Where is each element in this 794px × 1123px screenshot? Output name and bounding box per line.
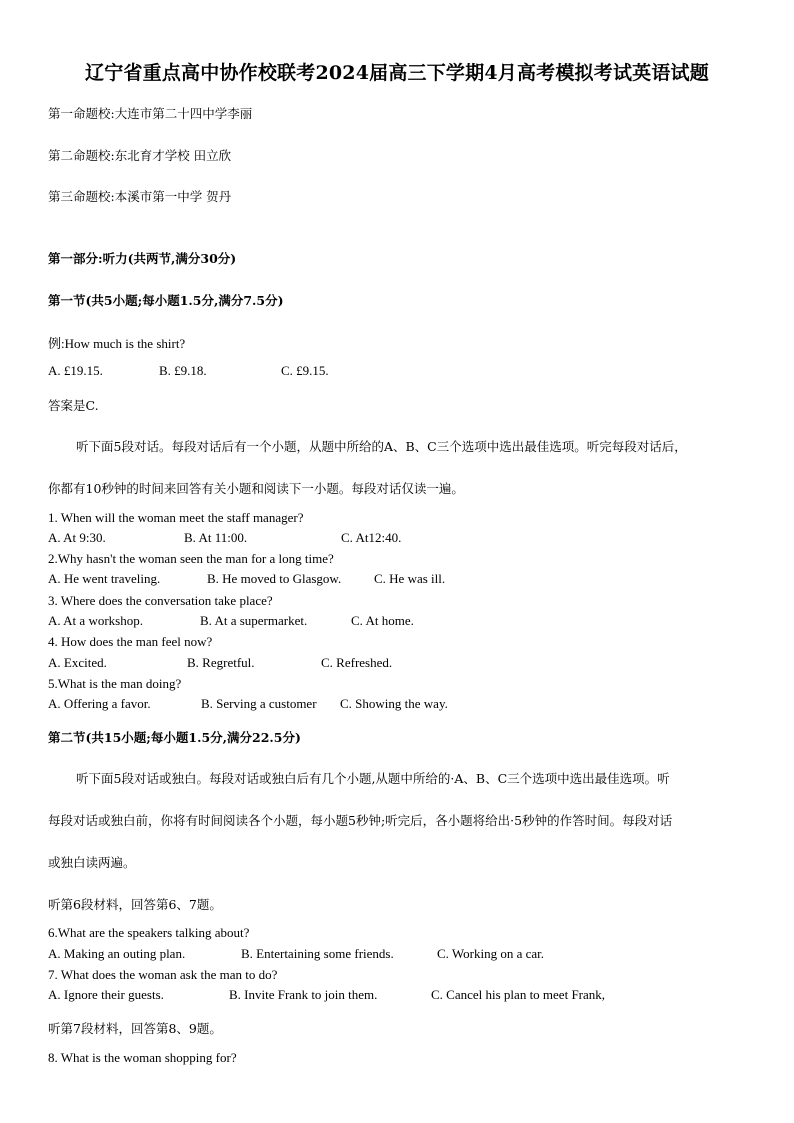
page-title: 辽宁省重点高中协作校联考2024届高三下学期4月高考模拟考试英语试题 [85,62,709,84]
section2-instruction-line2: 每段对话或独白前，你将有时间阅读各个小题，每小题5秒钟;听完后，各小题将给出·5秒钟的作答时间。每段对话 [48,813,673,828]
q4-option-b: B. Regretful. [187,655,255,670]
q1-option-c: C. At12:40. [341,530,402,545]
q6-option-b: B. Entertaining some friends. [241,946,394,961]
setter-line-1: 第一命题校:大连市第二十四中学李丽 [48,106,253,121]
section1-heading: 第一节(共5小题;每小题1.5分,满分7.5分) [48,293,284,308]
example-option-a: A. £19.15. [48,363,103,378]
question-1: 1. When will the woman meet the staff manager? [48,510,304,525]
part1-heading: 第一部分:听力(共两节,满分30分) [48,251,237,266]
q3-option-b: B. At a supermarket. [200,613,308,628]
q6-option-a: A. Making an outing plan. [48,946,186,961]
q1-option-b: B. At 11:00. [184,530,248,545]
q5-option-b: B. Serving a customer [201,696,317,711]
section1-instruction-line1: 听下面5段对话。每段对话后有一个小题，从题中所给的A、B、C三个选项中选出最佳选项。听完每段对话后， [76,439,687,454]
q4-option-c: C. Refreshed. [321,655,393,670]
q7-option-a: A. Ignore their guests. [48,987,164,1002]
example-option-c: C. £9.15. [281,363,329,378]
q3-option-c: C. At home. [351,613,414,628]
question-3: 3. Where does the conversation take place? [48,593,273,608]
q4-option-a: A. Excited. [48,655,107,670]
q3-option-a: A. At a workshop. [48,613,143,628]
example-option-b: B. £9.18. [159,363,207,378]
setter-line-2: 第二命题校:东北育才学校 田立欣 [48,148,232,163]
question-6: 6.What are the speakers talking about? [48,925,250,940]
q5-option-a: A. Offering a favor. [48,696,151,711]
question-7: 7. What does the woman ask the man to do? [48,967,278,982]
q7-option-b: B. Invite Frank to join them. [229,987,378,1002]
question-8: 8. What is the woman shopping for? [48,1050,237,1065]
material-7-heading: 听第7段材料，回答第8、9题。 [48,1021,222,1036]
q6-option-c: C. Working on a car. [437,946,545,961]
material-6-heading: 听第6段材料，回答第6、7题。 [48,897,222,912]
setter-line-3: 第三命题校:本溪市第一中学 贺丹 [48,189,232,204]
q2-option-a: A. He went traveling. [48,571,161,586]
q2-option-c: C. He was ill. [374,571,446,586]
section2-instruction-line3: 或独白读两遍。 [48,855,136,870]
example-answer: 答案是C. [48,398,99,413]
question-4: 4. How does the man feel now? [48,634,213,649]
q2-option-b: B. He moved to Glasgow. [207,571,342,586]
q5-option-c: C. Showing the way. [340,696,448,711]
question-2: 2.Why hasn't the woman seen the man for a long time? [48,551,334,566]
q1-option-a: A. At 9:30. [48,530,106,545]
section1-instruction-line2: 你都有10秒钟的时间来回答有关小题和阅读下一小题。每段对话仅读一遍。 [48,481,464,496]
q7-option-c: C. Cancel his plan to meet Frank, [431,987,606,1002]
question-5: 5.What is the man doing? [48,676,182,691]
section2-heading: 第二节(共15小题;每小题1.5分,满分22.5分) [48,730,301,745]
example-question: 例:How much is the shirt? [48,336,186,351]
section2-instruction-line1: 听下面5段对话或独白。每段对话或独白后有几个小题,从题中所给的·A、B、C三个选项中选出最佳选项。听 [76,771,670,786]
